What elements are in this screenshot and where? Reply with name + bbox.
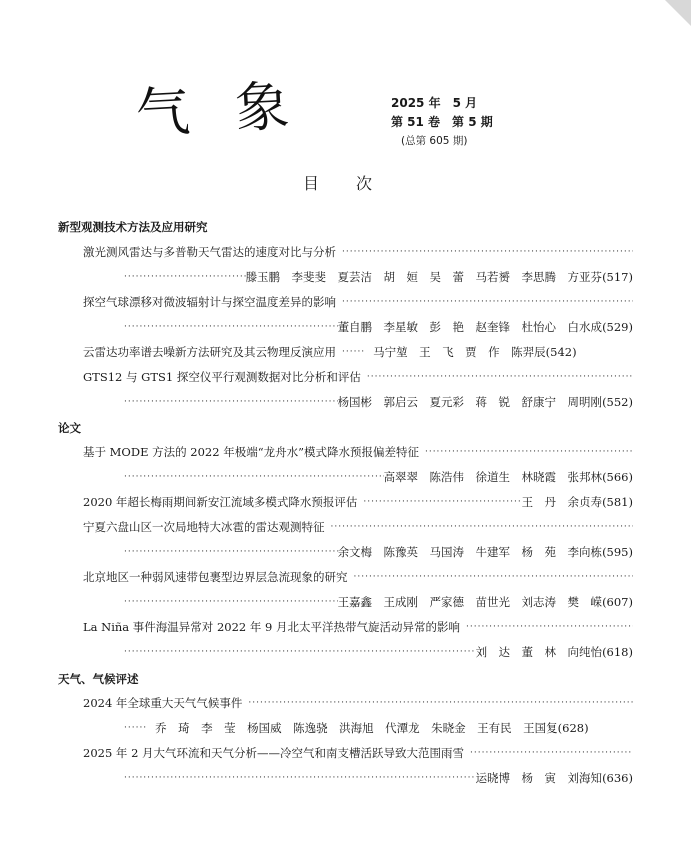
article-title-line[interactable]	[83, 293, 633, 311]
article-title[interactable]: 探空气球漂移对微波辐射计与探空温度差异的影响	[83, 295, 336, 309]
article-authors: 乔 琦 李 莹 杨国威 陈逸骁 洪海旭 代潭龙 朱晓金 王有民 王国复	[155, 721, 558, 735]
article-authors-line	[118, 318, 633, 336]
leader-dots	[118, 723, 155, 733]
article-title[interactable]: 北京地区一种弱风速带包裹型边界层急流现象的研究	[83, 570, 348, 584]
leader-dots	[118, 773, 476, 783]
article-authors-line	[118, 769, 633, 787]
leader-dots	[118, 472, 384, 482]
article-title[interactable]: 2024 年全球重大天气气候事件	[83, 696, 243, 710]
leader-dots	[460, 622, 633, 632]
leader-dots	[118, 272, 246, 282]
article-page: (517)	[602, 270, 633, 284]
article-authors: 运晓博 杨 寅 刘海知	[475, 771, 603, 785]
article-authors-line	[118, 719, 633, 737]
leader-dots	[325, 522, 634, 532]
leader-dots	[118, 397, 338, 407]
leader-dots	[357, 497, 521, 507]
article-title-line[interactable]	[83, 618, 633, 636]
article-title[interactable]: 2020 年超长梅雨期间新安江流域多模式降水预报评估	[83, 495, 358, 509]
article-title[interactable]: La Niña 事件海温异常对 2022 年 9 月北太平洋热带气旋活动异常的影响	[83, 620, 461, 634]
article-authors-line	[118, 468, 633, 486]
page-corner-fold	[665, 0, 691, 26]
article-authors-line	[118, 593, 633, 611]
article-page: (636)	[602, 771, 633, 785]
article-title-line[interactable]	[83, 243, 633, 261]
article-title-line[interactable]	[83, 744, 633, 762]
leader-dots	[242, 698, 633, 708]
leader-dots	[336, 347, 373, 357]
article-title-line[interactable]	[83, 694, 633, 712]
article-single-line[interactable]	[83, 343, 633, 361]
article-title-line[interactable]	[83, 568, 633, 586]
article-authors-line	[118, 543, 633, 561]
section-title: 天气、气候评述	[58, 672, 139, 686]
article-page: (552)	[602, 395, 633, 409]
article-title-line[interactable]	[83, 443, 633, 461]
leader-dots	[464, 748, 633, 758]
article-authors-line	[118, 393, 633, 411]
article-authors: 滕玉鹏 李斐斐 夏芸洁 胡 姮 吴 蕾 马若赟 李思腾 方亚芬	[245, 270, 603, 284]
section-title: 论文	[58, 421, 81, 435]
article-page: (595)	[602, 545, 633, 559]
article-page: (618)	[602, 645, 633, 659]
leader-dots	[419, 447, 633, 457]
article-title[interactable]: 激光测风雷达与多普勒天气雷达的速度对比与分析	[83, 245, 336, 259]
article-authors-line	[118, 643, 633, 661]
toc-title: 目 次	[302, 174, 389, 193]
leader-dots	[118, 647, 476, 657]
issue-volume: 第 51 卷 第 5 期	[391, 115, 493, 129]
article-authors: 董自鹏 李星敏 彭 艳 赵奎锋 杜怡心 白水成	[337, 320, 603, 334]
leader-dots	[361, 372, 633, 382]
article-title-line[interactable]	[83, 368, 633, 386]
leader-dots	[336, 247, 633, 257]
leader-dots	[348, 572, 634, 582]
article-authors: 马宁堃 王 飞 贾 作 陈羿辰	[373, 345, 546, 359]
article-page: (628)	[557, 721, 589, 735]
article-page: (566)	[602, 470, 633, 484]
article-title[interactable]: 基于 MODE 方法的 2022 年极端“龙舟水”模式降水预报偏差特征	[83, 445, 419, 459]
article-page: (542)	[545, 345, 577, 359]
issue-total: (总第 605 期)	[401, 135, 468, 147]
article-title[interactable]: 2025 年 2 月大气环流和天气分析——冷空气和南支槽活跃导致大范围雨雪	[83, 746, 465, 760]
article-title[interactable]: 云雷达功率谱去噪新方法研究及其云物理反演应用	[83, 345, 336, 359]
article-authors: 刘 达 董 林 向纯怡	[475, 645, 603, 659]
issue-date: 2025 年 5 月	[391, 96, 478, 110]
article-single-line[interactable]	[83, 493, 633, 511]
leader-dots	[118, 547, 338, 557]
section-title: 新型观测技术方法及应用研究	[58, 220, 208, 234]
leader-dots	[336, 297, 633, 307]
article-title[interactable]: GTS12 与 GTS1 探空仪平行观测数据对比分析和评估	[83, 370, 361, 384]
article-page: (529)	[602, 320, 633, 334]
article-authors: 余文梅 陈豫英 马国涛 牛建军 杨 苑 李向栋	[337, 545, 603, 559]
article-title-line[interactable]	[83, 518, 633, 536]
journal-masthead: 气 象	[134, 73, 305, 146]
article-page: (607)	[602, 595, 633, 609]
article-authors: 王嘉鑫 王成刚 严家德 苗世光 刘志涛 樊 嵘	[337, 595, 603, 609]
leader-dots	[118, 597, 338, 607]
article-title[interactable]: 宁夏六盘山区一次局地特大冰雹的雷达观测特征	[83, 520, 325, 534]
article-authors: 高翠翠 陈浩伟 徐道生 林晓霞 张邦林	[383, 470, 603, 484]
article-page: (581)	[602, 495, 633, 509]
article-authors-line	[118, 268, 633, 286]
article-authors: 杨国彬 郭启云 夏元彩 蒋 锐 舒康宁 周明刚	[337, 395, 603, 409]
issue-info	[391, 94, 493, 151]
article-authors: 王 丹 余贞寿	[521, 495, 603, 509]
leader-dots	[118, 322, 338, 332]
